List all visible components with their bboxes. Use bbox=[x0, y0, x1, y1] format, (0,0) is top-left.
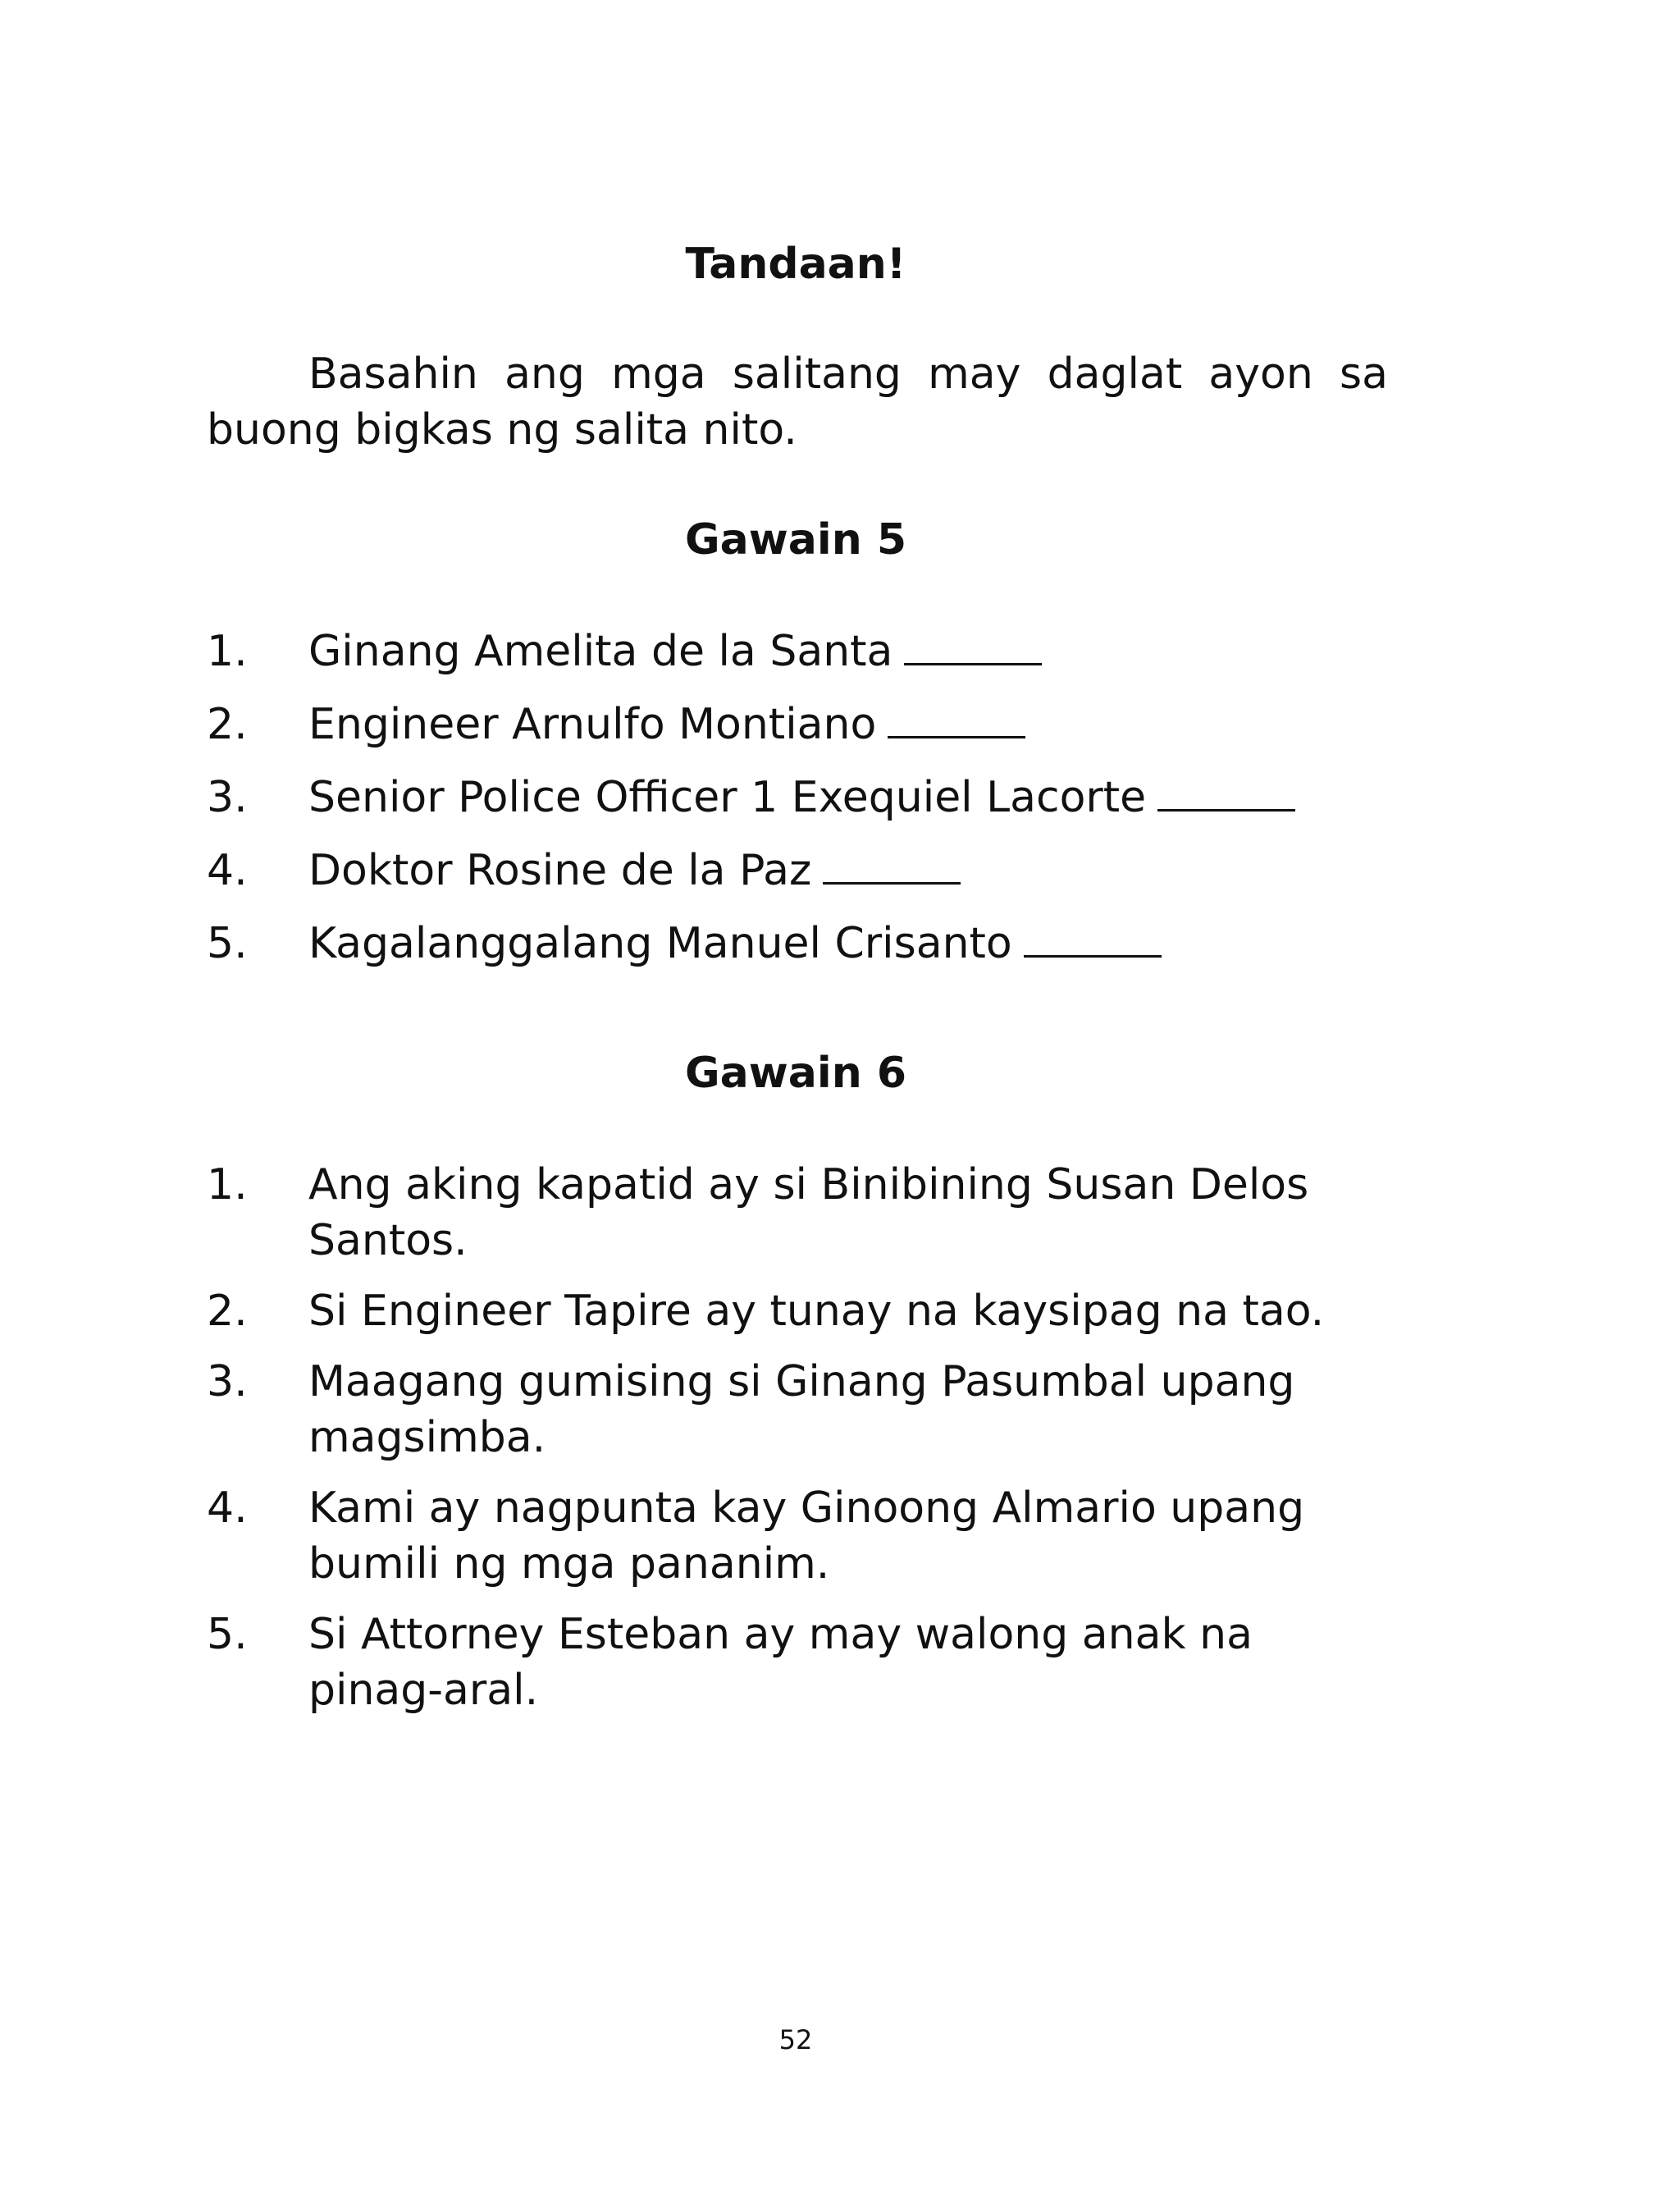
tandaan-body: Basahin ang mga salitang may daglat ayon sa buong bigkas ng salita nito. bbox=[207, 350, 1388, 455]
list-item bbox=[207, 843, 1388, 898]
gawain5-list bbox=[207, 624, 1388, 989]
item-text: Doktor Rosine de la Paz bbox=[308, 846, 812, 895]
item-text: Si Engineer Tapire ay tunay na kaysipag na tao. bbox=[308, 1287, 1325, 1336]
page-number: 52 bbox=[778, 2024, 813, 2055]
list-item bbox=[207, 1283, 1388, 1339]
answer-blank[interactable] bbox=[904, 624, 1042, 665]
item-text: Ginang Amelita de la Santa bbox=[308, 627, 893, 676]
item-text: Engineer Arnulfo Montiano bbox=[308, 700, 877, 749]
list-item bbox=[207, 916, 1388, 972]
gawain6-list bbox=[207, 1157, 1388, 1733]
list-item bbox=[207, 1607, 1388, 1718]
item-number: 2. bbox=[207, 700, 248, 749]
answer-blank[interactable] bbox=[1024, 916, 1162, 958]
answer-blank[interactable] bbox=[823, 843, 961, 885]
item-text: Maagang gumising si Ginang Pasumbal upang magsimba. bbox=[308, 1357, 1295, 1462]
gawain6-heading: Gawain 6 bbox=[684, 1049, 907, 1098]
item-text: Senior Police Officer 1 Exequiel Lacorte bbox=[308, 773, 1147, 822]
list-item bbox=[207, 1354, 1388, 1465]
item-number: 5. bbox=[207, 1610, 248, 1659]
list-item bbox=[207, 624, 1388, 679]
item-text: Kagalanggalang Manuel Crisanto bbox=[308, 919, 1012, 968]
item-number: 4. bbox=[207, 1484, 248, 1533]
list-item bbox=[207, 1480, 1388, 1592]
item-number: 2. bbox=[207, 1287, 248, 1336]
item-number: 5. bbox=[207, 919, 248, 968]
item-number: 3. bbox=[207, 773, 248, 822]
list-item bbox=[207, 1157, 1388, 1269]
list-item bbox=[207, 697, 1388, 752]
item-text: Ang aking kapatid ay si Binibining Susan Delos Santos. bbox=[308, 1160, 1309, 1265]
item-number: 1. bbox=[207, 627, 248, 676]
item-number: 4. bbox=[207, 846, 248, 895]
answer-blank[interactable] bbox=[888, 697, 1025, 738]
answer-blank[interactable] bbox=[1157, 770, 1295, 812]
item-number: 3. bbox=[207, 1357, 248, 1406]
list-item bbox=[207, 770, 1388, 825]
item-text: Kami ay nagpunta kay Ginoong Almario upang bumili ng mga pananim. bbox=[308, 1484, 1305, 1589]
tandaan-heading: Tandaan! bbox=[685, 240, 906, 289]
item-number: 1. bbox=[207, 1160, 248, 1209]
item-text: Si Attorney Esteban ay may walong anak na pinag-aral. bbox=[308, 1610, 1253, 1715]
gawain5-heading: Gawain 5 bbox=[684, 515, 907, 565]
